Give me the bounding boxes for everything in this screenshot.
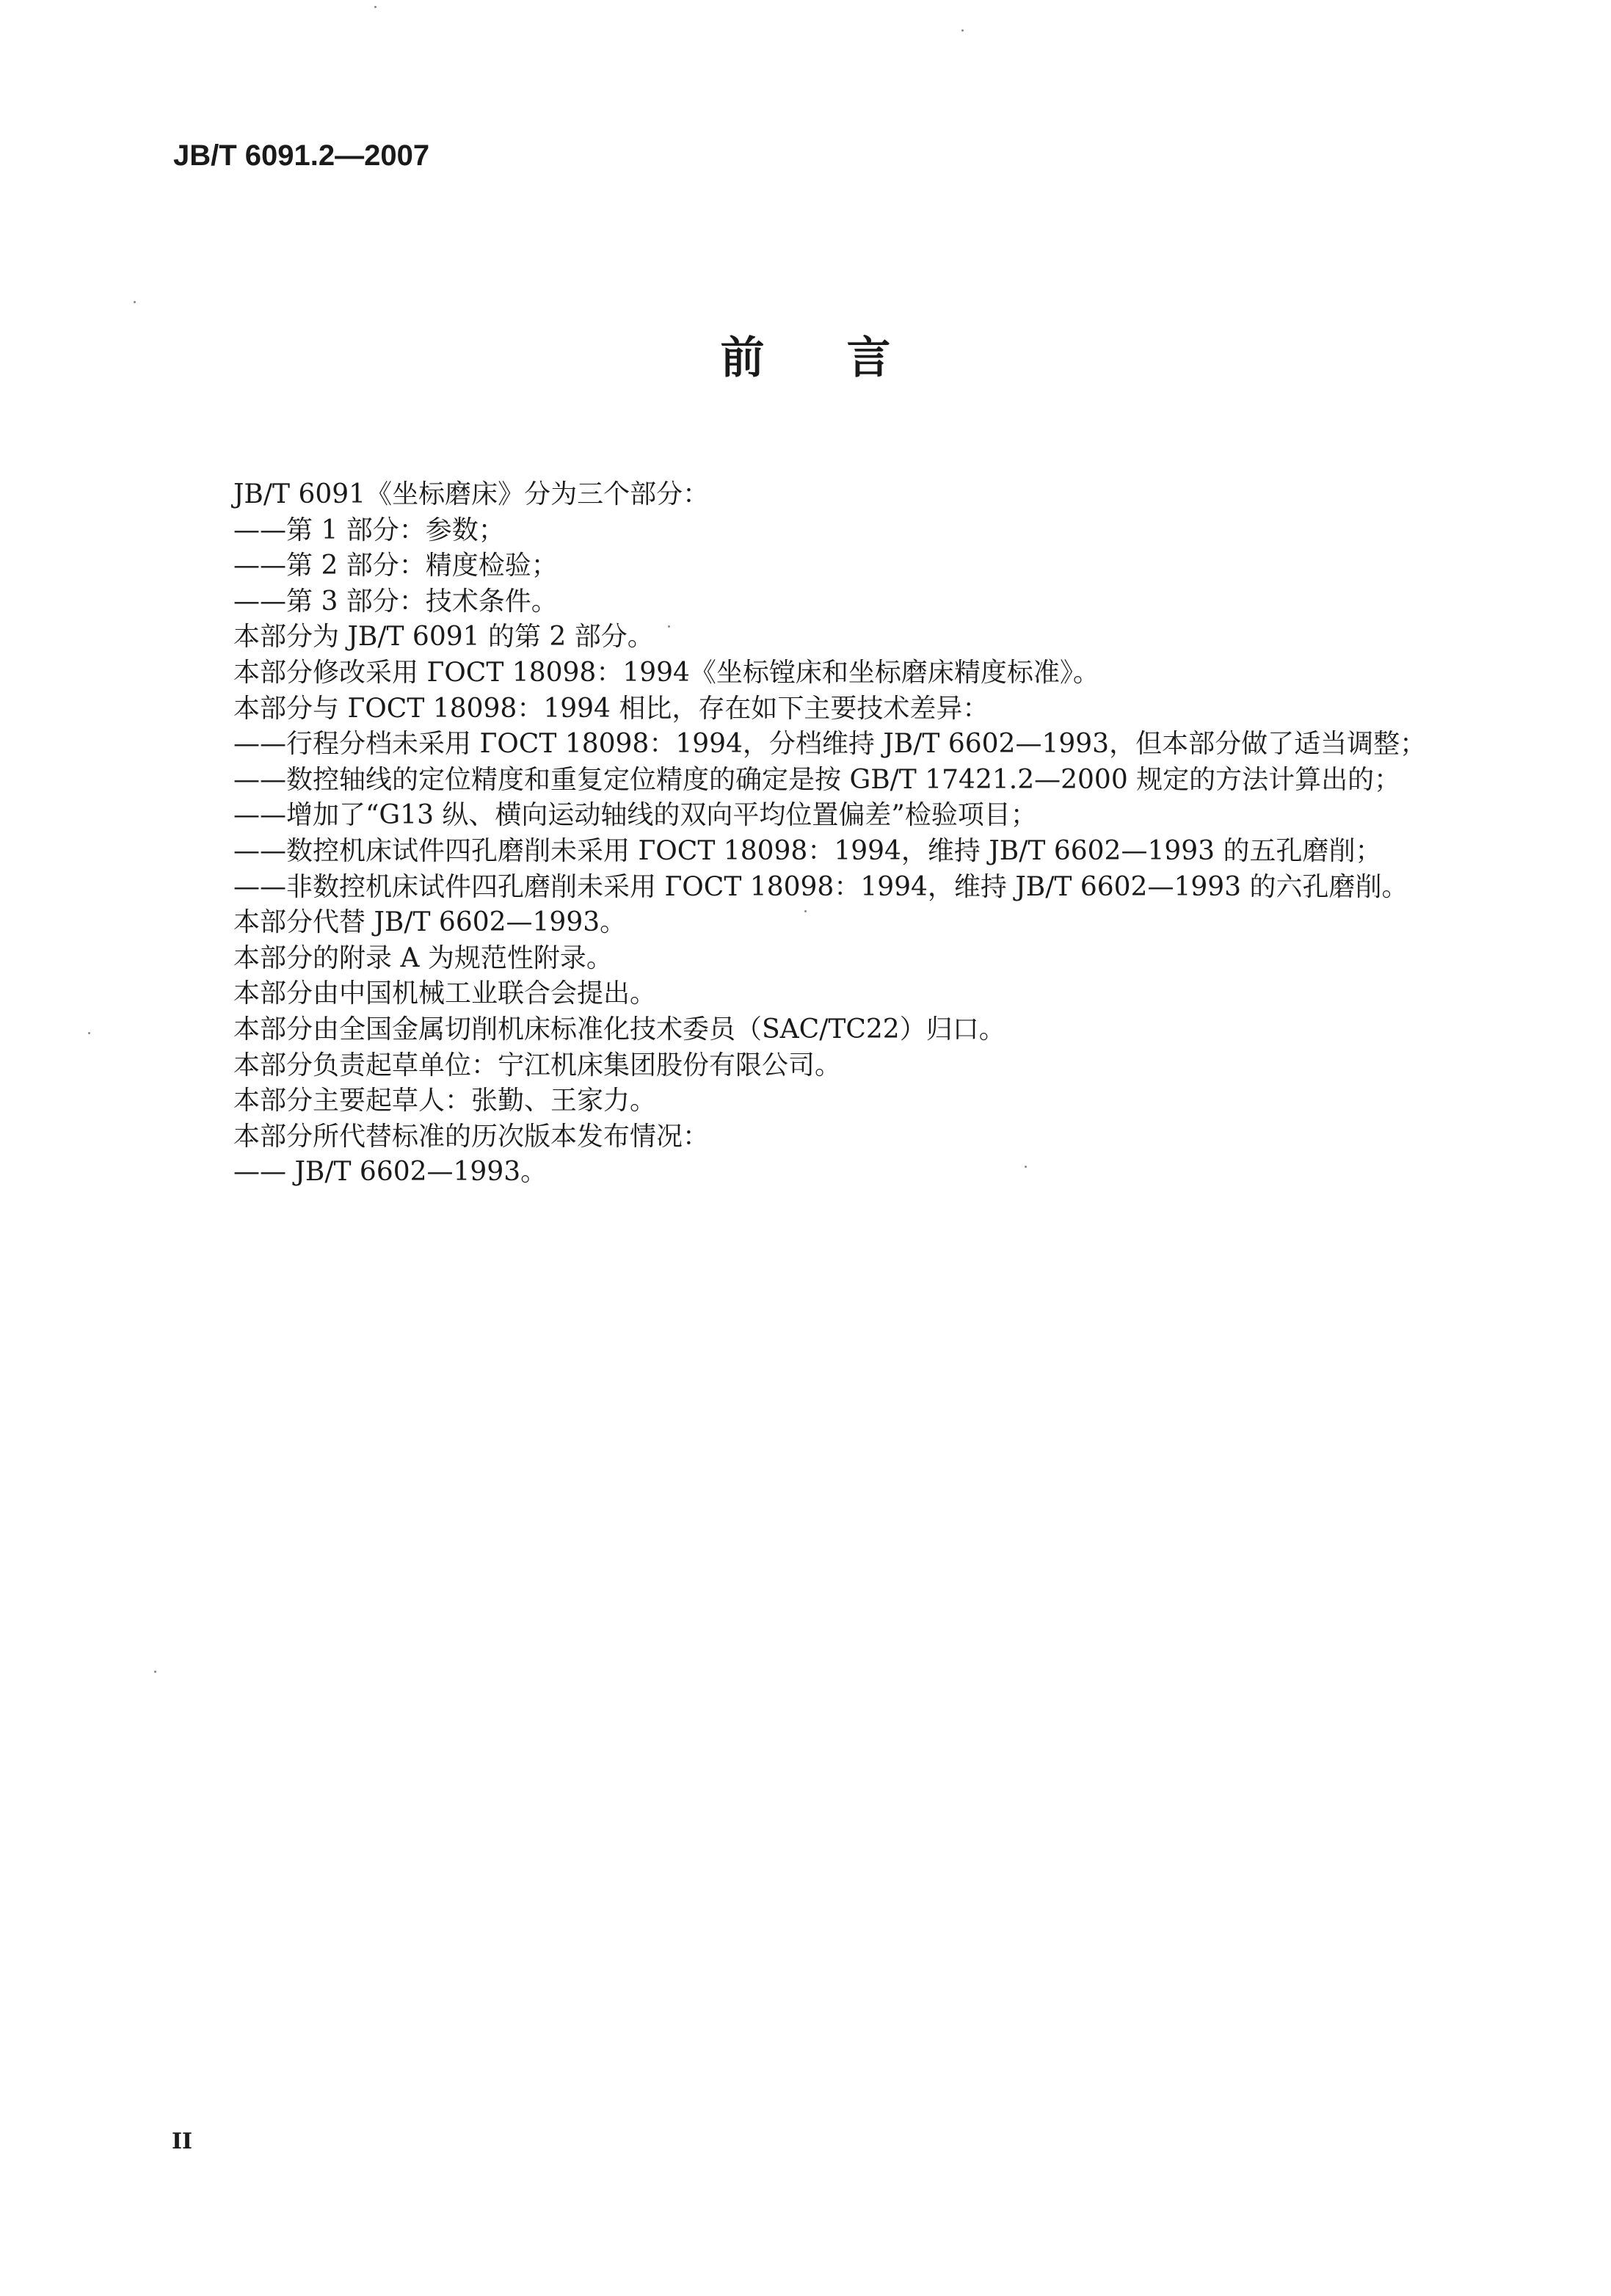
paragraph-line: 本部分代替 JB/T 6602—1993。	[233, 907, 627, 938]
list-item: ——行程分档未采用 ГОСТ 18098：1994，分档维持 JB/T 6602—1993，但本部分做了适当调整；	[233, 729, 1427, 760]
scan-speck	[374, 6, 377, 8]
scan-speck	[154, 1671, 156, 1673]
list-item: ——第 2 部分：精度检验；	[233, 551, 558, 581]
paragraph-line: 本部分由中国机械工业联合会提出。	[233, 978, 657, 1009]
list-item: ——数控轴线的定位精度和重复定位精度的确定是按 GB/T 17421.2—2000 规定的方法计算出的；	[233, 764, 1401, 795]
scan-speck	[134, 301, 136, 303]
list-item: ——增加了“G13 纵、横向运动轴线的双向平均位置偏差”检验项目；	[233, 800, 1037, 831]
paragraph-line: 本部分与 ГОСТ 18098：1994 相比，存在如下主要技术差异：	[233, 693, 989, 724]
list-item: ——第 1 部分：参数；	[233, 515, 505, 545]
scan-speck	[668, 625, 670, 628]
list-item: ——数控机床试件四孔磨削未采用 ГОСТ 18098：1994，维持 JB/T 6602—1993 的五孔磨削；	[233, 835, 1382, 866]
paragraph-line: 本部分由全国金属切削机床标准化技术委员（SAC/TC22）归口。	[233, 1014, 1005, 1045]
page-number: II	[172, 2129, 193, 2154]
list-item: ——非数控机床试件四孔磨削未采用 ГОСТ 18098：1994，维持 JB/T 6602—1993 的六孔磨削。	[233, 871, 1408, 902]
standard-code: JB/T 6091.2—2007	[173, 139, 430, 172]
list-item: —— JB/T 6602—1993。	[233, 1157, 548, 1188]
list-item: ——第 3 部分：技术条件。	[233, 586, 558, 617]
paragraph-line: 本部分修改采用 ГОСТ 18098：1994《坐标镗床和坐标磨床精度标准》。	[233, 657, 1099, 688]
scan-speck	[1025, 1166, 1027, 1168]
paragraph-line: 本部分为 JB/T 6091 的第 2 部分。	[233, 622, 654, 653]
scan-speck	[804, 910, 807, 912]
paragraph-line: 本部分的附录 A 为规范性附录。	[233, 942, 613, 973]
paragraph-line: 本部分主要起草人：张勤、王家力。	[233, 1086, 657, 1116]
paragraph-line: 本部分负责起草单位：宁江机床集团股份有限公司。	[233, 1050, 842, 1080]
paragraph-line: JB/T 6091《坐标磨床》分为三个部分：	[233, 479, 710, 509]
page-title: 前言	[720, 333, 973, 384]
scan-speck	[961, 29, 964, 32]
foreword-body	[233, 477, 1496, 1191]
paragraph-line: 本部分所代替标准的历次版本发布情况：	[233, 1121, 710, 1152]
scan-speck	[88, 1032, 90, 1034]
